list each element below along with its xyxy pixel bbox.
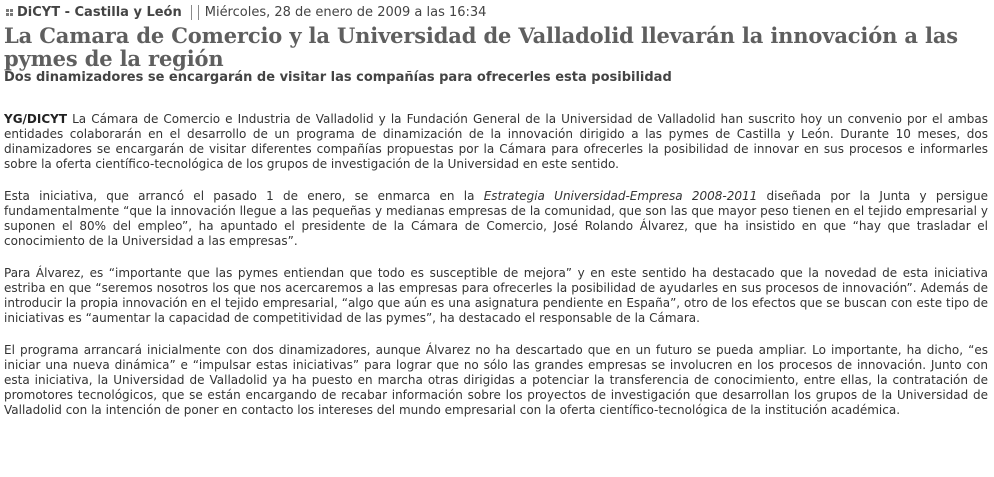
paragraph [4, 112, 988, 172]
article-title: La Camara de Comercio y la Universidad de Valladolid llevarán la innovación a las pymes de la región [4, 23, 958, 71]
paragraph-text: La Cámara de Comercio e Industria de Valladolid y la Fundación General de la Universidad de Valladolid han suscrito hoy un convenio por el ambas entidades colaborarán en el desarrollo de un programa de dinamización de la innovación dirigido a las pymes de Castilla y León. Durante 10 meses, dos dinamizadores se encargarán de visitar diferentes compañías propuestas por la Cámara para ofrecerles la posibilidad de innovar en sus procesos e informarles sobre la oferta científico-tecnológica de los grupos de investigación de la Universidad en este sentido. [4, 112, 988, 171]
article-subtitle: Dos dinamizadores se encargarán de visitar las compañías para ofrecerles esta posibilidad [4, 70, 672, 85]
paragraph: Para Álvarez, es “importante que las pymes entiendan que todo es susceptible de mejora” y en este sentido ha destacado que la novedad de esta iniciativa estriba en que “seremos nosotros los que nos acercaremos a las empresas para ofrecerles la posibilidad de ayudarles en sus procesos de innovación”. Además de introducir la propia innovación en el tejido empresarial, “algo que aún es una asignatura pendiente en España”, otro de los efectos que se buscan con este tipo de iniciativas es “aumentar la capacidad de competitividad de las pymes”, ha destacado el responsable de la Cámara. [4, 266, 988, 325]
article-body [4, 112, 988, 418]
paragraph [4, 189, 988, 249]
paragraph: El programa arrancará inicialmente con dos dinamizadores, aunque Álvarez no ha descartado que en un futuro se pueda ampliar. Lo importante, ha dicho, “es iniciar una nueva dinámica” e “impulsar estas iniciativas” para lograr que no sólo las grandes empresas se involucren en los procesos de innovación. Junto con esta iniciativa, la Universidad de Valladolid ya ha puesto en marcha otras dirigidas a potenciar la transferencia de conocimiento, entre ellas, la contratación de promotores tecnológicos, que se están encargando de recabar información sobre los proyectos de investigación que desarrollan los grupos de la Universidad de Valladolid con la intención de poner en contacto los intereses del mundo empresarial con la oferta científico-tecnológica de la institución académica. [4, 343, 988, 417]
article-page [4, 0, 988, 418]
publish-date: Miércoles, 28 de enero de 2009 a las 16:34 [204, 4, 487, 20]
site-section-link[interactable]: DiCYT - Castilla y León [17, 4, 182, 20]
italic-reference: Estrategia Universidad-Empresa 2008-2011 [483, 189, 758, 203]
byline: YG/DICYT [4, 112, 68, 126]
separator [191, 5, 192, 20]
article-header-bar [4, 0, 988, 24]
paragraph-text: Esta iniciativa, que arrancó el pasado 1 de enero, se enmarca en la [4, 189, 484, 203]
separator [198, 5, 199, 20]
paragraph-text: diseñada por la Junta y persigue fundamentalmente “que la innovación llegue a las pequeñas y medianas empresas de la comunidad, que son las que mayor peso tienen en el tejido empresarial y suponen el 80% del empleo”, ha apuntado el presidente de la Cámara de Comercio, José Rolando Álvarez, que ha insistido en que “hay que trasladar el conocimiento de la Universidad a las empresas”. [4, 189, 988, 248]
grip-icon [6, 9, 13, 16]
